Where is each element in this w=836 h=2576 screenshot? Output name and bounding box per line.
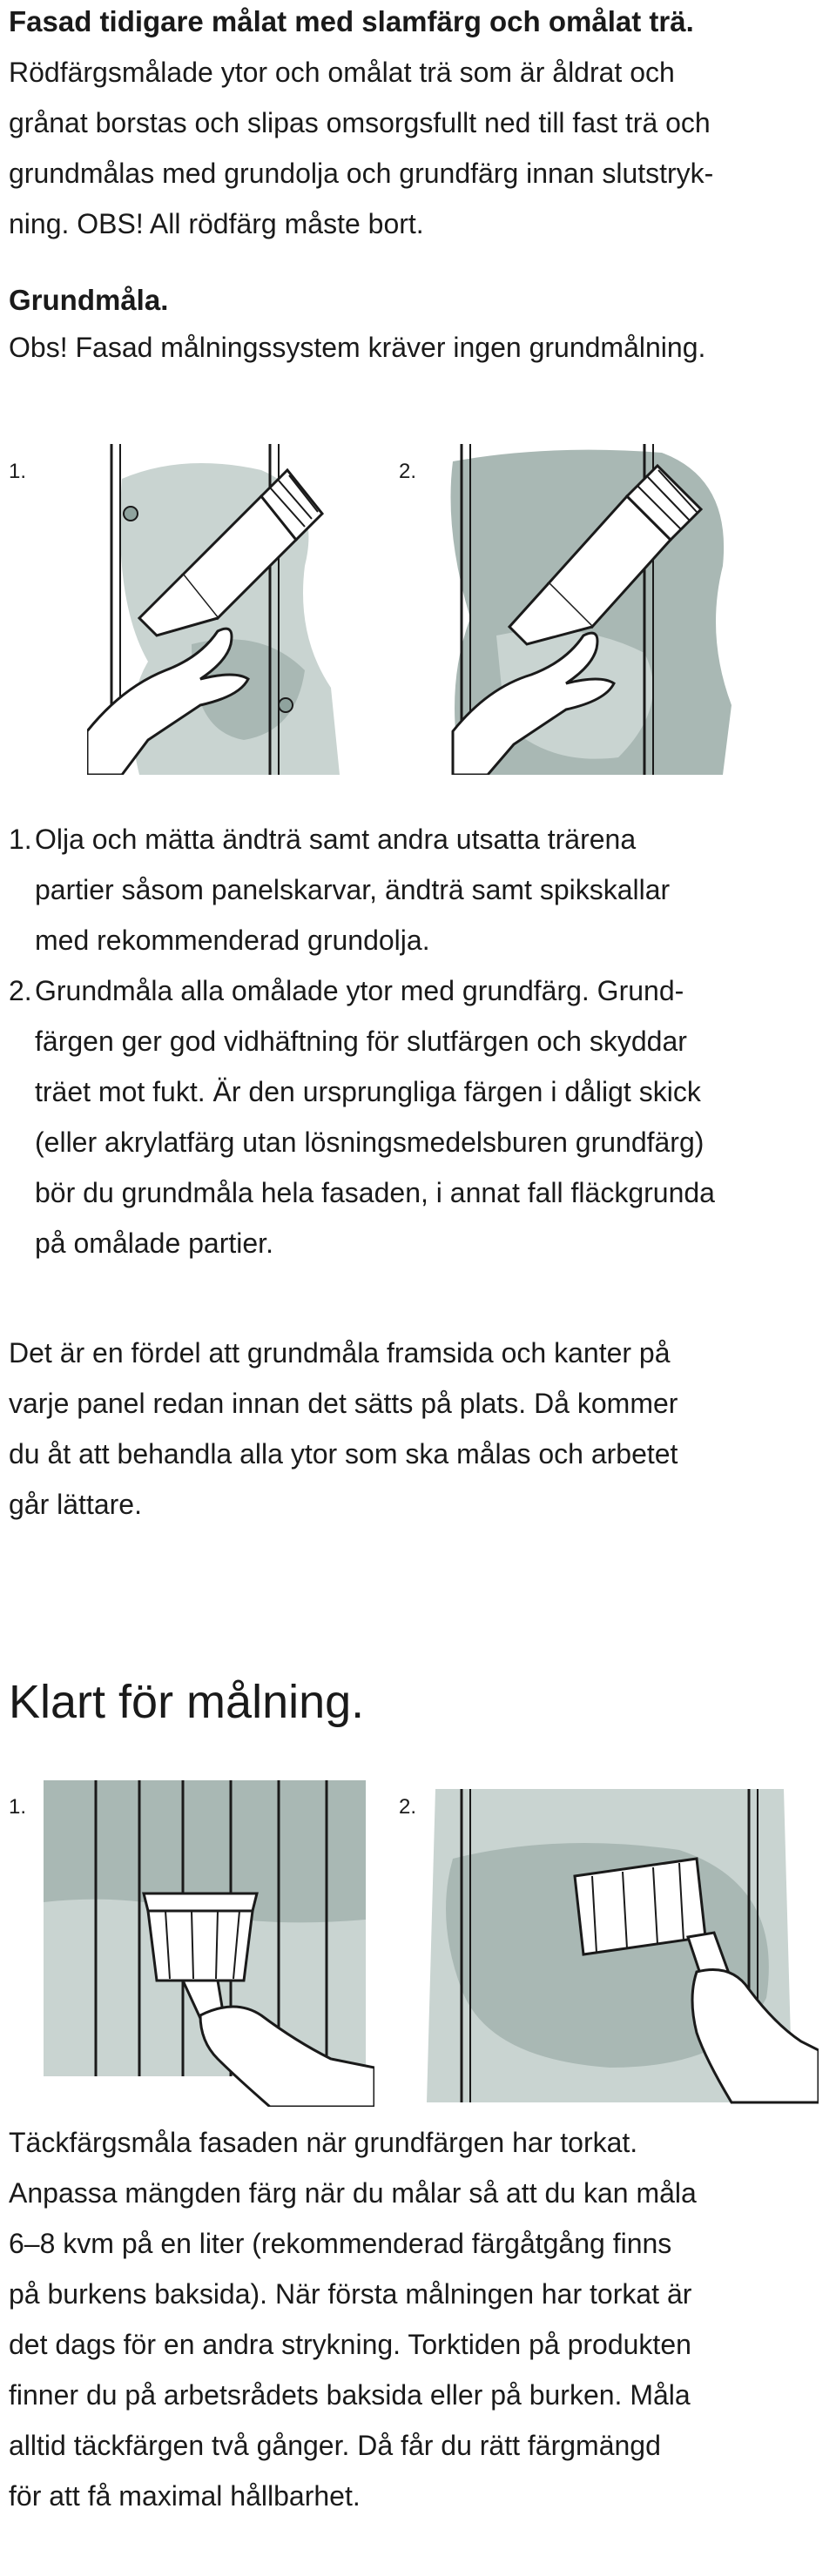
section-klart xyxy=(9,1671,827,1732)
tip-paragraph xyxy=(9,1328,827,1530)
paragraph-line: ning. OBS! All rödfärg måste bort. xyxy=(9,208,424,239)
paragraph-line: på burkens baksida). När första målningen har torkat är xyxy=(9,2278,692,2310)
paragraph-line: går lättare. xyxy=(9,1489,142,1520)
figure-label-1: 1. xyxy=(9,460,27,483)
figure-label-1: 1. xyxy=(9,1795,27,1819)
paragraph-line: Rödfärgsmålade ytor och omålat trä som är åldrat och xyxy=(9,57,675,88)
step-text-line: på omålade partier. xyxy=(35,1227,273,1259)
paragraph-line: grånat borstas och slipas omsorgsfullt ned till fast trä och xyxy=(9,107,711,138)
paragraph-line: finner du på arbetsrådets baksida eller på burken. Måla xyxy=(9,2379,691,2411)
step-text-line: Olja och mätta ändträ samt andra utsatta trärena xyxy=(35,824,637,855)
topcoat-illustration-1 xyxy=(44,1780,374,2107)
paragraph-line: Det är en fördel att grundmåla framsida och kanter på xyxy=(9,1337,671,1369)
step-text-line: partier såsom panelskarvar, ändträ samt spikskallar xyxy=(35,874,671,905)
steps-list xyxy=(9,814,827,1268)
paragraph-line: Täckfärgsmåla fasaden när grundfärgen har torkat. xyxy=(9,2127,638,2158)
list-item xyxy=(9,814,827,965)
step-text-line: bör du grundmåla hela fasaden, i annat fall fläckgrunda xyxy=(35,1177,715,1208)
step-number: 1. xyxy=(9,824,32,855)
step-text-line: med rekommenderad grundolja. xyxy=(35,925,430,956)
section-slamfarg xyxy=(9,0,827,249)
section-heading: Klart för målning. xyxy=(9,1676,365,1728)
section-grundmala xyxy=(9,279,827,373)
topcoat-paragraph xyxy=(9,2117,827,2521)
paragraph-line: varje panel redan innan det sätts på plats. Då kommer xyxy=(9,1388,678,1419)
paragraph-line: alltid täckfärgen två gånger. Då får du rätt färgmängd xyxy=(9,2430,661,2461)
figure-label-2: 2. xyxy=(399,460,417,483)
step-text-line: färgen ger god vidhäftning för slutfärgen och skyddar xyxy=(35,1026,687,1057)
paragraph-line: du åt att behandla alla ytor som ska målas och arbetet xyxy=(9,1438,678,1470)
paragraph-line: grundmålas med grundolja och grundfärg innan slutstryk- xyxy=(9,158,714,189)
step-text-line: träet mot fukt. Är den ursprungliga färgen i dåligt skick xyxy=(35,1076,701,1107)
primer-paint-illustration xyxy=(444,444,740,775)
list-item xyxy=(9,965,827,1268)
step-number: 2. xyxy=(9,975,32,1006)
figure-label-2: 2. xyxy=(399,1795,417,1819)
paragraph-line: Anpassa mängden färg när du målar så att du kan måla xyxy=(9,2177,697,2209)
paragraph-line: för att få maximal hållbarhet. xyxy=(9,2480,361,2512)
paragraph-line: 6–8 kvm på en liter (rekommenderad färgåtgång finns xyxy=(9,2228,672,2259)
section-heading: Grundmåla. xyxy=(9,284,169,316)
primer-oil-illustration xyxy=(87,444,357,775)
step-text-line: Grundmåla alla omålade ytor med grundfärg. Grund- xyxy=(35,975,684,1006)
section-heading: Fasad tidigare målat med slamfärg och omålat trä. xyxy=(9,5,694,37)
topcoat-illustration-2 xyxy=(418,1780,819,2111)
step-text-line: (eller akrylatfärg utan lösningsmedelsburen grundfärg) xyxy=(35,1127,705,1158)
paragraph-line: det dags för en andra strykning. Torktiden på produkten xyxy=(9,2329,691,2360)
section-note: Obs! Fasad målningssystem kräver ingen grundmålning. xyxy=(9,332,706,363)
